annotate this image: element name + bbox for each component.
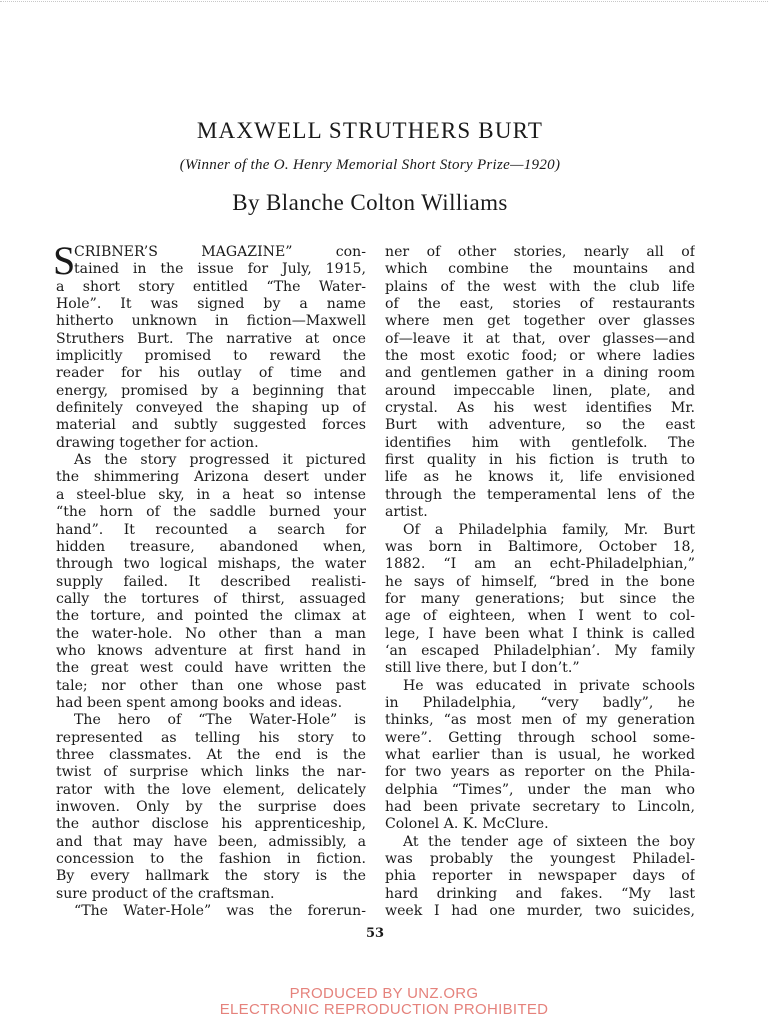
text-line: thinks, “as most men of my generation bbox=[385, 712, 695, 729]
text-line: implicitly promised to reward the bbox=[56, 348, 366, 365]
text-line: artist. bbox=[385, 504, 428, 521]
right-column bbox=[385, 244, 695, 920]
drop-cap: S bbox=[53, 238, 76, 283]
text-line: Hole”. It was signed by a name bbox=[56, 296, 366, 313]
text-line: of the east, stories of restaurants bbox=[385, 296, 695, 313]
text-line: and that may have been, admissibly, a bbox=[56, 833, 366, 850]
page-number: 53 bbox=[365, 926, 385, 941]
text-line: At the tender age of sixteen the boy bbox=[403, 833, 695, 850]
text-line: identifies him with gentlefolk. The bbox=[385, 434, 695, 451]
text-line: the shimmering Arizona desert under bbox=[56, 469, 366, 486]
text-line: a short story entitled “The Water- bbox=[56, 278, 366, 295]
article-subtitle: (Winner of the O. Henry Memorial Short Story Prize—1920) bbox=[179, 157, 561, 173]
text-line: plains of the west with the club life bbox=[385, 278, 695, 295]
text-line: for two years as reporter on the Phila- bbox=[385, 764, 695, 781]
text-line: the great west could have written the bbox=[56, 660, 366, 677]
article-title: MAXWELL STRUTHERS BURT bbox=[196, 118, 544, 143]
text-line: tained in the issue for July, 1915, bbox=[74, 261, 366, 278]
text-line: hidden treasure, abandoned when, bbox=[56, 538, 366, 555]
text-line: concession to the fashion in fiction. bbox=[56, 851, 366, 868]
text-line: Burt with adventure, so the east bbox=[385, 417, 695, 434]
text-line: had been private secretary to Lincoln, bbox=[385, 799, 695, 815]
text-line: phia reporter in newspaper days of bbox=[385, 868, 695, 885]
text-line: had been spent among books and ideas. bbox=[56, 694, 343, 711]
text-line: material and subtly suggested forces bbox=[56, 417, 366, 434]
text-line: through two logical mishaps, the water bbox=[56, 556, 366, 573]
text-line: supply failed. It described realisti- bbox=[56, 573, 366, 590]
text-line: hard drinking and fakes. “My last bbox=[385, 885, 695, 902]
text-line: twist of surprise which links the nar- bbox=[56, 764, 366, 781]
text-line: ‘an escaped Philadelphian’. My family bbox=[385, 642, 695, 659]
text-line: still live there, but I don’t.” bbox=[385, 660, 580, 677]
text-line: lege, I have been what I think is called bbox=[385, 625, 695, 642]
text-line: As the story progressed it pictured bbox=[74, 452, 366, 469]
text-line: hitherto unknown in fiction—Maxwell bbox=[56, 313, 366, 330]
text-line: through the temperamental lens of the bbox=[385, 486, 695, 503]
text-line: hand”. It recounted a search for bbox=[56, 521, 366, 538]
text-line: week I had one murder, two suicides, bbox=[385, 903, 695, 920]
text-line: for many generations; but since the bbox=[385, 590, 695, 607]
text-line: he says of himself, “bred in the bone bbox=[385, 573, 695, 590]
top-dotted-rule bbox=[0, 1, 768, 2]
text-line: life as he knows it, life envisioned bbox=[385, 469, 695, 486]
text-line: where men get together over glasses bbox=[385, 313, 695, 330]
text-line: 1882. “I am an echt-Philadelphian,” bbox=[385, 556, 695, 573]
text-line: which combine the mountains and bbox=[385, 261, 695, 278]
text-line: delphia “Times”, under the man who bbox=[385, 781, 695, 798]
text-line: rator with the love element, delicately bbox=[56, 781, 366, 798]
text-line: was probably the youngest Philadel- bbox=[385, 851, 695, 868]
text-line: “the horn of the saddle burned your bbox=[56, 504, 366, 521]
text-line: the water-hole. No other than a man bbox=[56, 625, 366, 642]
text-line: age of eighteen, when I went to col- bbox=[385, 608, 695, 625]
text-line: cally the tortures of thirst, assuaged bbox=[56, 590, 366, 607]
watermark-line-1: PRODUCED BY UNZ.ORG bbox=[289, 985, 479, 1002]
text-line: the torture, and pointed the climax at bbox=[56, 608, 366, 625]
text-line: a steel-blue sky, in a heat so intense bbox=[56, 486, 366, 503]
text-line: was born in Baltimore, October 18, bbox=[385, 538, 695, 555]
watermark-line-2: ELECTRONIC REPRODUCTION PROHIBITED bbox=[219, 1001, 549, 1018]
article-byline: By Blanche Colton Williams bbox=[232, 190, 508, 215]
text-line: By every hallmark the story is the bbox=[56, 868, 366, 885]
text-line: Colonel A. K. McClure. bbox=[385, 816, 549, 833]
text-line: “The Water-Hole” was the forerun- bbox=[74, 903, 366, 920]
text-line: energy, promised by a beginning that bbox=[56, 382, 366, 399]
text-line: of—leave it at that, over glasses—and bbox=[385, 330, 695, 347]
text-line: three classmates. At the end is the bbox=[56, 746, 366, 763]
text-line: and gentlemen gather in a dining room bbox=[385, 365, 695, 382]
text-line: reader for his outlay of time and bbox=[56, 365, 366, 382]
text-line: were”. Getting through school some- bbox=[385, 729, 695, 746]
text-line: around impeccable linen, plate, and bbox=[385, 382, 695, 399]
left-column bbox=[53, 238, 366, 920]
text-line: who knows adventure at first hand in bbox=[56, 642, 366, 659]
text-line: definitely conveyed the shaping up of bbox=[56, 400, 366, 417]
text-line: CRIBNER’S MAGAZINE” con- bbox=[74, 244, 366, 260]
text-line: represented as telling his story to bbox=[56, 729, 366, 746]
text-line: the most exotic food; or where ladies bbox=[385, 348, 695, 365]
text-line: crystal. As his west identifies Mr. bbox=[385, 400, 695, 417]
text-line: the author disclose his apprenticeship, bbox=[56, 816, 366, 833]
text-line: what earlier than is usual, he worked bbox=[385, 746, 695, 763]
text-line: sure product of the craftsman. bbox=[56, 885, 275, 902]
text-line: drawing together for action. bbox=[56, 434, 259, 451]
text-line: in Philadelphia, “very badly”, he bbox=[385, 694, 695, 711]
text-line: inwoven. Only by the surprise does bbox=[56, 799, 366, 815]
text-line: Struthers Burt. The narrative at once bbox=[56, 330, 366, 347]
text-line: He was educated in private schools bbox=[403, 677, 695, 694]
text-line: Of a Philadelphia family, Mr. Burt bbox=[403, 521, 695, 538]
text-line: first quality in his fiction is truth to bbox=[385, 452, 695, 469]
text-line: ner of other stories, nearly all of bbox=[385, 244, 695, 260]
text-line: tale; nor other than one whose past bbox=[56, 677, 366, 694]
text-line: The hero of “The Water-Hole” is bbox=[74, 712, 366, 729]
